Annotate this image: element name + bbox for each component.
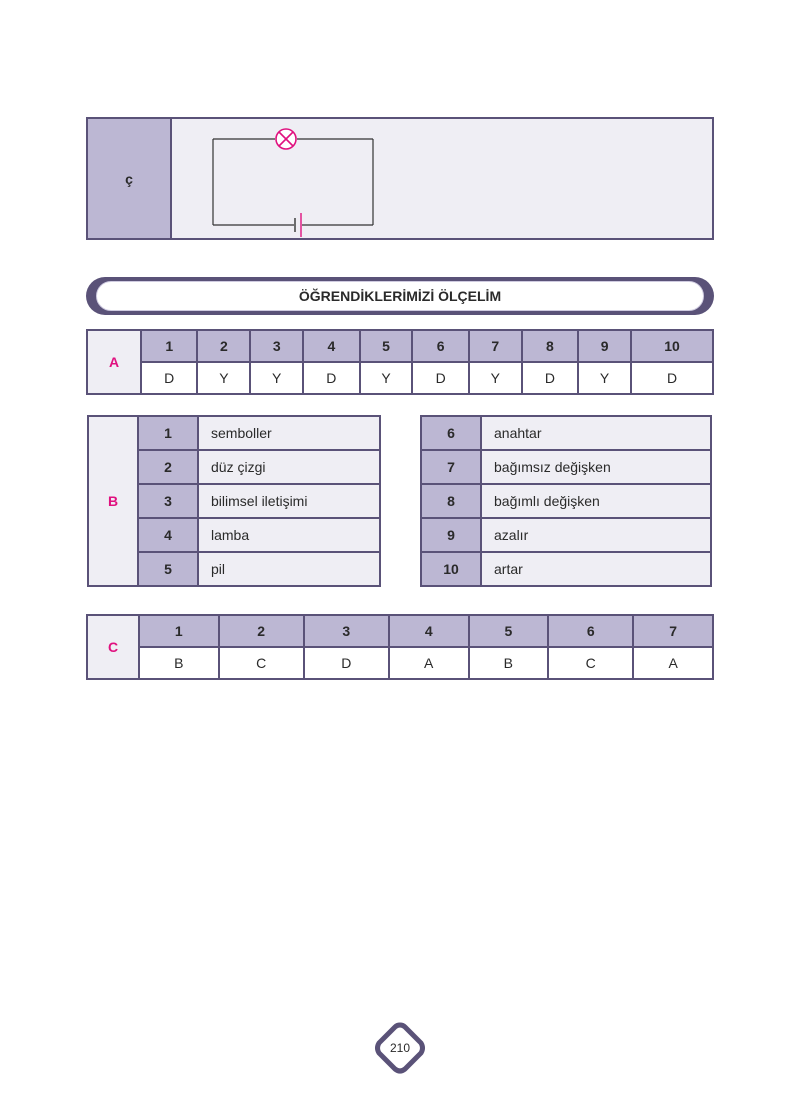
answer-table-b-right (420, 415, 712, 587)
row-label-c: C (87, 615, 139, 679)
answer-cell: D (522, 362, 578, 394)
answer-cell: Y (469, 362, 522, 394)
circuit-answer-box (86, 117, 714, 240)
answer-text: artar (481, 552, 711, 586)
answer-cell: D (412, 362, 468, 394)
question-number: 6 (412, 330, 468, 362)
section-title-bar (86, 277, 714, 315)
answer-table-a (86, 329, 714, 395)
answer-text: bağımsız değişken (481, 450, 711, 484)
answer-cell: C (548, 647, 633, 679)
answer-cell: D (141, 362, 197, 394)
page-number: 210 (389, 1041, 411, 1055)
lamp-icon (276, 129, 296, 149)
question-number: 4 (138, 518, 198, 552)
question-number: 7 (633, 615, 713, 647)
section-title: ÖĞRENDİKLERİMİZİ ÖLÇELİM (96, 281, 704, 311)
question-number: 3 (138, 484, 198, 518)
answer-cell: Y (250, 362, 303, 394)
question-number: 7 (421, 450, 481, 484)
question-number: 5 (360, 330, 413, 362)
question-number: 1 (141, 330, 197, 362)
row-label-b: B (88, 416, 138, 586)
question-number: 1 (138, 416, 198, 450)
question-number: 10 (421, 552, 481, 586)
question-number: 9 (578, 330, 631, 362)
answer-cell: D (304, 647, 389, 679)
answer-cell: Y (578, 362, 631, 394)
answer-table-c (86, 614, 714, 680)
question-number: 2 (138, 450, 198, 484)
answer-text: bilimsel iletişimi (198, 484, 380, 518)
question-number: 2 (197, 330, 250, 362)
question-number: 3 (304, 615, 389, 647)
question-number: 4 (303, 330, 359, 362)
question-number: 6 (548, 615, 633, 647)
answer-text: lamba (198, 518, 380, 552)
page-number-badge (374, 1022, 426, 1074)
question-number: 6 (421, 416, 481, 450)
answer-text: bağımlı değişken (481, 484, 711, 518)
circuit-row-label: ç (88, 119, 172, 238)
answer-cell: D (631, 362, 713, 394)
question-number: 10 (631, 330, 713, 362)
answer-cell: Y (360, 362, 413, 394)
answer-cell: Y (197, 362, 250, 394)
answer-text: pil (198, 552, 380, 586)
answer-cell: C (219, 647, 304, 679)
answer-table-b-left (87, 415, 381, 587)
answer-text: anahtar (481, 416, 711, 450)
question-number: 1 (139, 615, 219, 647)
question-number: 5 (138, 552, 198, 586)
question-number: 8 (522, 330, 578, 362)
question-number: 8 (421, 484, 481, 518)
row-label-a: A (87, 330, 141, 394)
circuit-diagram (208, 127, 388, 239)
answer-cell: D (303, 362, 359, 394)
answer-cell: B (139, 647, 219, 679)
answer-cell: A (633, 647, 713, 679)
question-number: 3 (250, 330, 303, 362)
question-number: 2 (219, 615, 304, 647)
answer-cell: A (389, 647, 469, 679)
answer-cell: B (469, 647, 549, 679)
question-number: 7 (469, 330, 522, 362)
question-number: 9 (421, 518, 481, 552)
battery-icon (295, 213, 301, 237)
question-number: 4 (389, 615, 469, 647)
answer-text: azalır (481, 518, 711, 552)
question-number: 5 (469, 615, 549, 647)
answer-text: semboller (198, 416, 380, 450)
answer-text: düz çizgi (198, 450, 380, 484)
